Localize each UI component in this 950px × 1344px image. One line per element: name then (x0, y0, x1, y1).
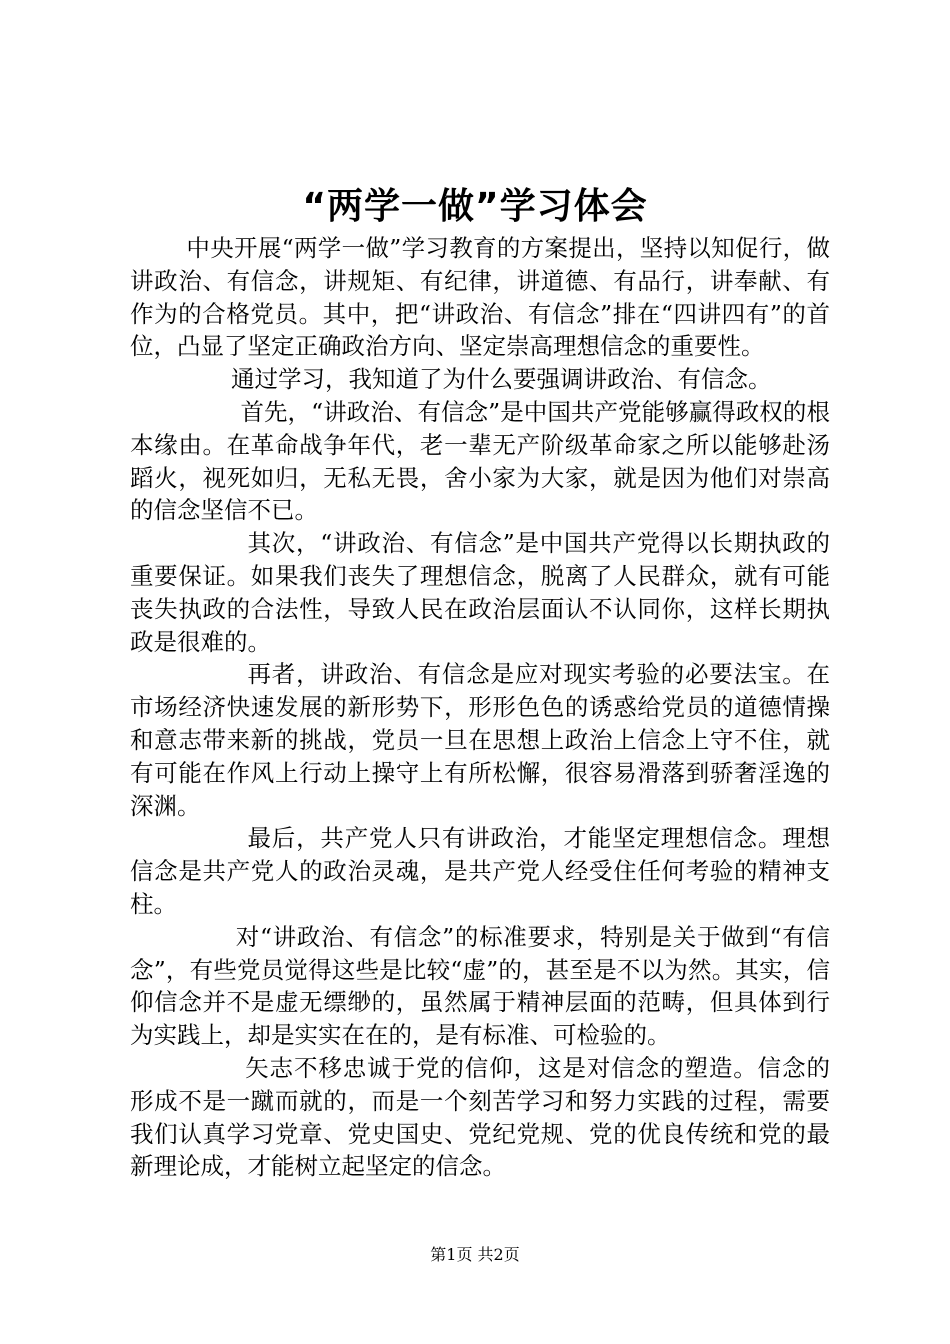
paragraph-third: 再者，讲政治、有信念是应对现实考验的必要法宝。在市场经济快速发展的新形势下，形形色色的诱惑给党员的道德情操和意志带来新的挑战，党员一旦在思想上政治上信念上守不住，就有可能在作风上行动上操守上有所松懈，很容易滑落到骄奢淫逸的深渊。 (130, 660, 830, 820)
paragraph-standards: 对“讲政治、有信念”的标准要求，特别是关于做到“有信念”，有些党员觉得这些是比较“虚”的，甚至是不以为然。其实，信仰信念并不是虚无缥缈的，虽然属于精神层面的范畴，但具体到行为实践上，却是实实在在的，是有标准、可检验的。 (130, 922, 830, 1050)
page-footer: 第1页 共2页 (430, 1245, 520, 1264)
paragraph-belief: 矢志不移忠诚于党的信仰，这是对信念的塑造。信念的形成不是一蹴而就的，而是一个刻苦学习和努力实践的过程，需要我们认真学习党章、党史国史、党纪党规、党的优良传统和党的最新理论成，才能树立起坚定的信念。 (130, 1053, 830, 1181)
paragraph-intro: 中央开展“两学一做”学习教育的方案提出，坚持以知促行，做讲政治、有信念，讲规矩、有纪律，讲道德、有品行，讲奉献、有作为的合格党员。其中，把“讲政治、有信念”排在“四讲四有”的首位，凸显了坚定正确政治方向、坚定崇高理想信念的重要性。 (130, 234, 830, 361)
paragraph-finally: 最后，共产党人只有讲政治，才能坚定理想信念。理想信念是共产党人的政治灵魂，是共产党人经受住任何考验的精神支柱。 (130, 824, 830, 918)
document-title: “两学一做”学习体会 (302, 186, 648, 227)
paragraph-first: 首先，“讲政治、有信念”是中国共产党能够赢得政权的根本缘由。在革命战争年代，老一辈无产阶级革命家之所以能够赴汤蹈火，视死如归，无私无畏，舍小家为大家，就是因为他们对崇高的信念坚信不已。 (130, 397, 830, 525)
document-body (130, 232, 830, 1183)
paragraph-second: 其次，“讲政治、有信念”是中国共产党得以长期执政的重要保证。如果我们丧失了理想信念，脱离了人民群众，就有可能丧失执政的合法性，导致人民在政治层面认不认同你，这样长期执政是很难的。 (130, 529, 830, 656)
paragraph-study: 通过学习，我知道了为什么要强调讲政治、有信念。 (231, 365, 772, 394)
